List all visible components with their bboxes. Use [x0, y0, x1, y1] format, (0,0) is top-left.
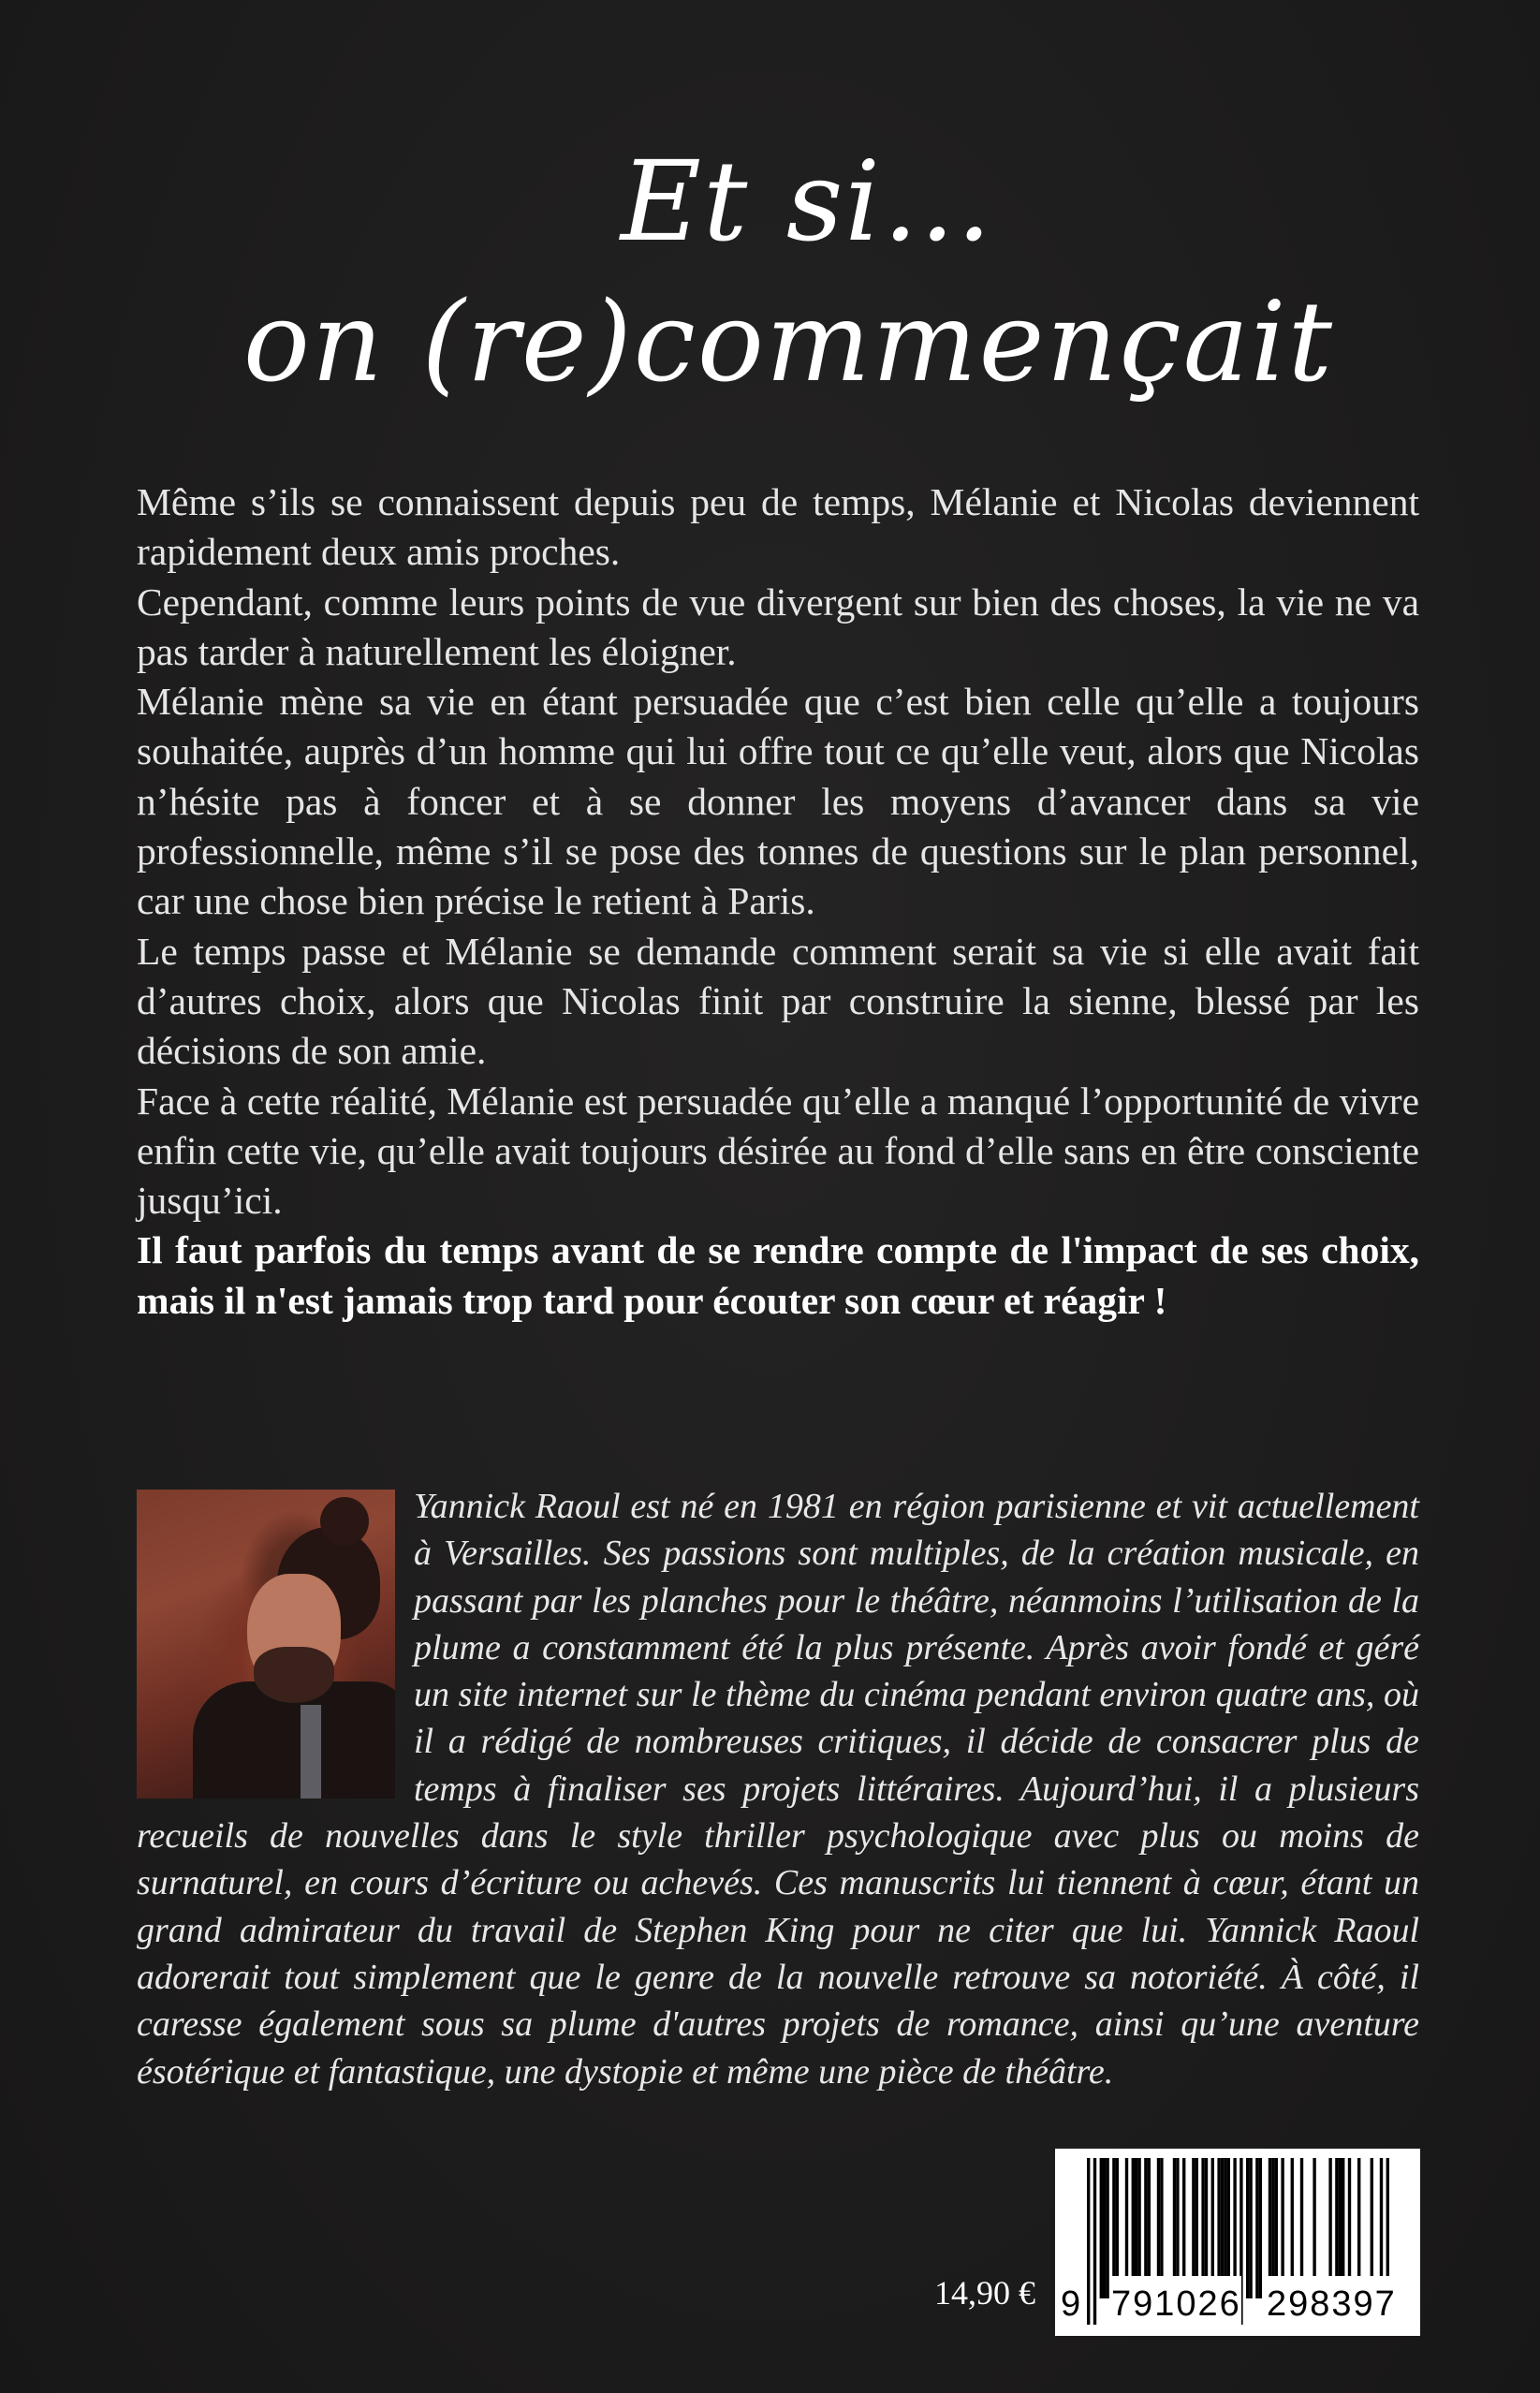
- author-bio-text: Yannick Raoul est né en 1981 en région parisienne et vit actuellement à Versailles. Ses passions sont multiples, de la création musicale, en passant par les planches pour le théâtre, néanmoins l’utilisation de la plume a constamment été la plus présente. Après avoir fondé et géré un site internet sur le thème du cinéma pendant environ quatre ans, où il a rédigé de nombreuses critiques, il décide de consacrer plus de temps à finaliser ses projets littéraires. Aujourd’hui, il a plusieurs recueils de nouvelles dans le style thriller psychologique avec plus ou moins de surnaturel, en cours d’écriture ou achevés. Ces manuscrits lui tiennent à cœur, étant un grand admirateur du travail de Stephen King pour ne citer que lui. Yannick Raoul adorerait tout simplement que le genre de la nouvelle retrouve sa notoriété. À côté, il caresse également sous sa plume d'autres projets de romance, ainsi qu’une aventure ésotérique et fantastique, une dystopie et même une pièce de théâtre.: [137, 1487, 1419, 2092]
- title-line-1: Et si…: [620, 137, 995, 266]
- synopsis-tagline: Il faut parfois du temps avant de se rendre compte de l'impact de ses choix, mais il n'est jamais trop tard pour écouter son cœur et réagir !: [137, 1228, 1419, 1322]
- synopsis-paragraph: Mélanie mène sa vie en étant persuadée que c’est bien celle qu’elle a toujours souhaitée, auprès d’un homme qui lui offre tout ce qu’elle veut, alors que Nicolas n’hésite pas à foncer et à se donner les moyens d’avancer dans sa vie professionnelle, même s’il se pose des tonnes de questions sur le plan personnel, car une chose bien précise le retient à Paris.: [137, 680, 1419, 923]
- barcode-digits: [1055, 2276, 1420, 2332]
- synopsis-paragraph: Le temps passe et Mélanie se demande comment serait sa vie si elle avait fait d’autres choix, alors que Nicolas finit par construire la sienne, blessé par les décisions de son amie.: [137, 929, 1419, 1073]
- synopsis-paragraph: Cependant, comme leurs points de vue divergent sur bien des choses, la vie ne va pas tarder à naturellement les éloigner.: [137, 580, 1419, 673]
- book-title: [0, 131, 1540, 412]
- barcode-group-left: 791026: [1111, 2276, 1241, 2332]
- synopsis-paragraph: Même s’ils se connaissent depuis peu de temps, Mélanie et Nicolas deviennent rapidement deux amis proches.: [137, 480, 1419, 574]
- synopsis: [137, 477, 1419, 1326]
- barcode-group-right: 298397: [1267, 2276, 1397, 2332]
- author-photo-tie: [301, 1705, 321, 1798]
- barcode-digit-first: 9: [1061, 2276, 1080, 2332]
- isbn-barcode: [1055, 2149, 1420, 2336]
- title-line-2: on (re)commençait: [242, 277, 1335, 406]
- author-photo-beard: [254, 1647, 334, 1703]
- synopsis-paragraph: Face à cette réalité, Mélanie est persuadée qu’elle a manqué l’opportunité de vivre enfin cette vie, qu’elle avait toujours désirée au fond d’elle sans en être consciente jusqu’ici.: [137, 1079, 1419, 1223]
- author-photo-hair-bun: [320, 1497, 369, 1546]
- price-label: 14,90 €: [934, 2274, 1035, 2312]
- author-photo: [137, 1490, 395, 1798]
